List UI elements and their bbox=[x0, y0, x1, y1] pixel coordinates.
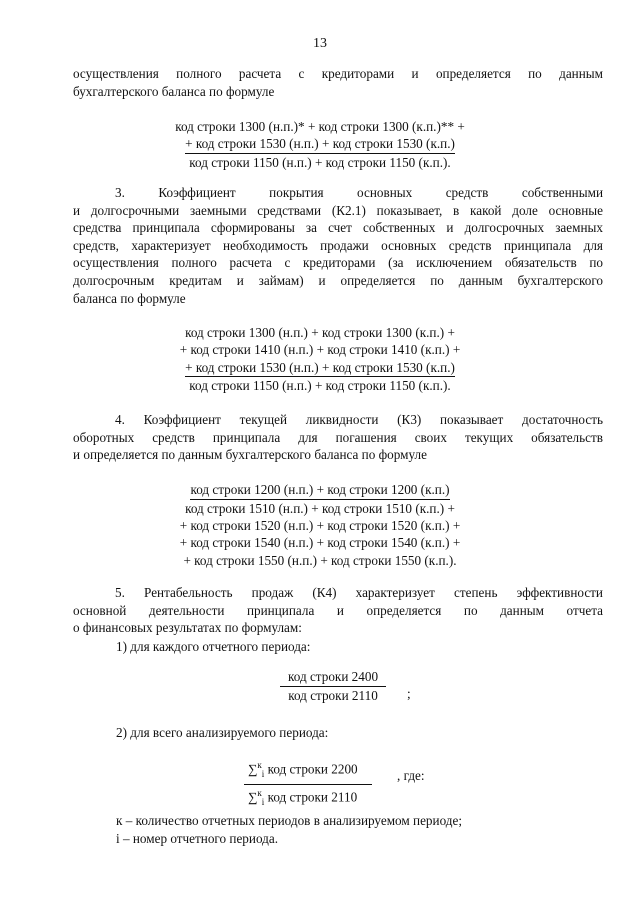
sum-subscript: i bbox=[261, 769, 265, 780]
formula-numerator-line: код строки 1300 (н.п.) + код строки 1300 (к.п.) + bbox=[185, 325, 455, 340]
formula-numerator-line: код строки 1300 (н.п.)* + код строки 1300 (к.п.)** + bbox=[175, 119, 465, 134]
sum-superscript: к bbox=[257, 788, 262, 799]
formula-tail: ; bbox=[407, 686, 411, 701]
formula-denominator-line: + код строки 1550 (н.п.) + код строки 1550 (к.п.). bbox=[183, 552, 457, 568]
paragraph-3 bbox=[73, 184, 603, 307]
list-item-1 bbox=[116, 638, 596, 656]
list-item-text: 1) для каждого отчетного периода: bbox=[116, 639, 311, 654]
legend-item: к – количество отчетных периодов в анализируемом периоде; bbox=[116, 813, 463, 828]
text-line: о финансовых результатах по формулам: bbox=[73, 620, 302, 636]
formula-numerator-line: + код строки 1530 (н.п.) + код строки 1530 (к.п.) bbox=[185, 136, 455, 154]
paragraph-1 bbox=[73, 65, 603, 100]
formula-numerator: код строки 1200 (н.п.) + код строки 1200 (к.п.) bbox=[190, 482, 449, 500]
formula-numerator bbox=[244, 757, 372, 785]
text-line: средств, характеризует необходимость продажи основных средств принципала для bbox=[73, 237, 603, 253]
formula-numerator: код строки 2400 bbox=[280, 668, 386, 687]
text-line: осуществления полного расчета с кредиторами и определяется по данным bbox=[73, 66, 603, 81]
text-line: баланса по формуле bbox=[73, 290, 186, 306]
text-line: средства принципала сформированы за счет собственных и долгосрочных заемных bbox=[73, 220, 603, 236]
formula-numerator-line: + код строки 1410 (н.п.) + код строки 1410 (к.п.) + bbox=[179, 342, 461, 358]
formula-1 bbox=[0, 118, 640, 171]
list-item-text: 2) для всего анализируемого периода: bbox=[116, 725, 329, 740]
formula-denominator: код строки 1150 (н.п.) + код строки 1150 (к.п.). bbox=[189, 154, 451, 170]
sum-subscript: i bbox=[261, 797, 265, 808]
formula-denominator: код строки 1150 (н.п.) + код строки 1150 (к.п.). bbox=[189, 378, 451, 394]
text-line: оборотных средств принципала для погашения своих текущих обязательств bbox=[73, 429, 603, 445]
formula-4 bbox=[280, 668, 386, 705]
formula-3 bbox=[0, 481, 640, 569]
text-line: осуществления полного расчета с кредиторами (за исключением обязательств по bbox=[73, 255, 603, 271]
sum-icon: ∑ bbox=[248, 761, 258, 777]
formula-denominator bbox=[244, 785, 361, 811]
text-line: основной деятельности принципала и определяется по данным отчета bbox=[73, 602, 603, 618]
formula-numerator-line: + код строки 1530 (н.п.) + код строки 1530 (к.п.) bbox=[185, 360, 455, 378]
paragraph-4 bbox=[73, 411, 603, 464]
text-line: и долгосрочными заемными средствами (К2.1) показывает, в какой доле основные bbox=[73, 202, 603, 218]
numerator-text: код строки 2200 bbox=[267, 761, 358, 777]
formula-denominator-line: + код строки 1520 (н.п.) + код строки 1520 (к.п.) + bbox=[179, 517, 461, 533]
sum-superscript: к bbox=[257, 760, 262, 770]
denominator-text: код строки 2110 bbox=[267, 789, 358, 805]
sum-icon: ∑ bbox=[248, 789, 258, 805]
legend-item: i – номер отчетного периода. bbox=[116, 830, 279, 846]
text-line: долгосрочным кредитам и займам) и определяется по данным бухгалтерского bbox=[73, 272, 603, 288]
text-line: 3. Коэффициент покрытия основных средств собственными bbox=[115, 185, 603, 200]
text-line: 4. Коэффициент текущей ликвидности (К3) показывает достаточность bbox=[115, 412, 603, 427]
formula-denominator-line: + код строки 1540 (н.п.) + код строки 1540 (к.п.) + bbox=[179, 535, 461, 551]
formula-denominator: код строки 2110 bbox=[288, 688, 378, 704]
text-line: 5. Рентабельность продаж (К4) характеризует степень эффективности bbox=[115, 585, 603, 600]
formula-denominator-line: код строки 1510 (н.п.) + код строки 1510 (к.п.) + bbox=[185, 500, 455, 516]
list-item-2 bbox=[116, 724, 596, 742]
formula-5 bbox=[244, 757, 372, 812]
formula-2 bbox=[0, 324, 640, 395]
text-line: бухгалтерского баланса по формуле bbox=[73, 83, 275, 99]
paragraph-5 bbox=[73, 584, 603, 637]
legend bbox=[116, 812, 606, 847]
formula-tail: , где: bbox=[397, 768, 425, 783]
text-line: и определяется по данным бухгалтерского баланса по формуле bbox=[73, 447, 427, 463]
page-number: 13 bbox=[313, 36, 327, 51]
